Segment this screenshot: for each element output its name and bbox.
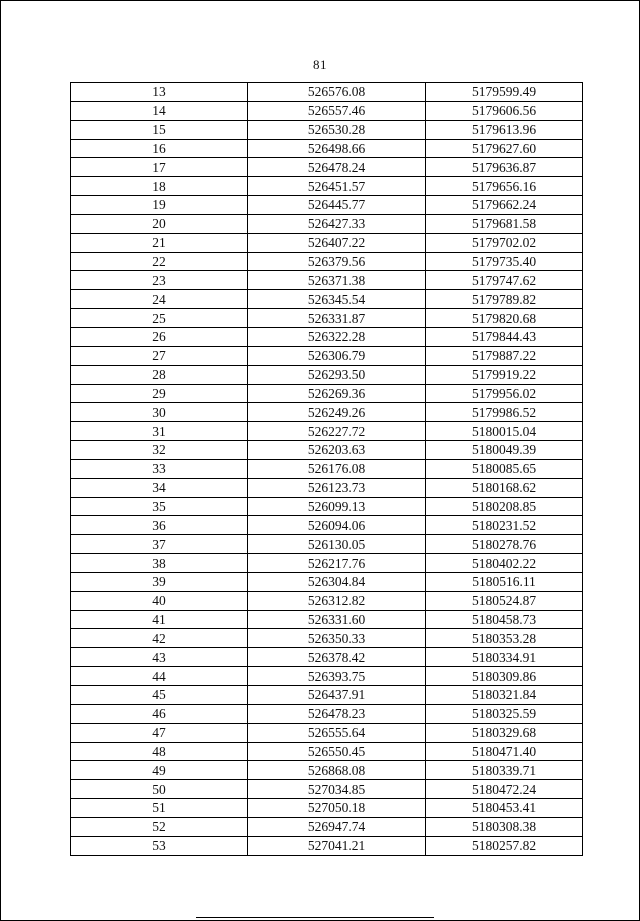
point-number-cell: 45 bbox=[71, 686, 248, 705]
y-coordinate-cell: 5180339.71 bbox=[426, 761, 583, 780]
x-coordinate-cell: 526437.91 bbox=[248, 686, 426, 705]
x-coordinate-cell: 526345.54 bbox=[248, 290, 426, 309]
point-number-cell: 28 bbox=[71, 365, 248, 384]
table-row bbox=[71, 629, 583, 648]
y-coordinate-cell: 5180168.62 bbox=[426, 478, 583, 497]
y-coordinate-cell: 5180321.84 bbox=[426, 686, 583, 705]
table-row bbox=[71, 667, 583, 686]
y-coordinate-cell: 5179656.16 bbox=[426, 177, 583, 196]
table-row bbox=[71, 648, 583, 667]
y-coordinate-cell: 5179613.96 bbox=[426, 120, 583, 139]
point-number-cell: 24 bbox=[71, 290, 248, 309]
point-number-cell: 53 bbox=[71, 836, 248, 855]
x-coordinate-cell: 526322.28 bbox=[248, 327, 426, 346]
x-coordinate-cell: 527034.85 bbox=[248, 780, 426, 799]
point-number-cell: 35 bbox=[71, 497, 248, 516]
y-coordinate-cell: 5180353.28 bbox=[426, 629, 583, 648]
table-row bbox=[71, 799, 583, 818]
point-number-cell: 22 bbox=[71, 252, 248, 271]
point-number-cell: 32 bbox=[71, 441, 248, 460]
x-coordinate-cell: 526555.64 bbox=[248, 723, 426, 742]
point-number-cell: 33 bbox=[71, 459, 248, 478]
y-coordinate-cell: 5180208.85 bbox=[426, 497, 583, 516]
y-coordinate-cell: 5180231.52 bbox=[426, 516, 583, 535]
table-row bbox=[71, 723, 583, 742]
x-coordinate-cell: 526557.46 bbox=[248, 101, 426, 120]
x-coordinate-cell: 526350.33 bbox=[248, 629, 426, 648]
table-row bbox=[71, 422, 583, 441]
table-row bbox=[71, 83, 583, 102]
y-coordinate-cell: 5180453.41 bbox=[426, 799, 583, 818]
x-coordinate-cell: 526530.28 bbox=[248, 120, 426, 139]
x-coordinate-cell: 526094.06 bbox=[248, 516, 426, 535]
y-coordinate-cell: 5179636.87 bbox=[426, 158, 583, 177]
x-coordinate-cell: 526306.79 bbox=[248, 346, 426, 365]
y-coordinate-cell: 5180049.39 bbox=[426, 441, 583, 460]
y-coordinate-cell: 5180309.86 bbox=[426, 667, 583, 686]
x-coordinate-cell: 526123.73 bbox=[248, 478, 426, 497]
x-coordinate-cell: 526445.77 bbox=[248, 196, 426, 215]
coordinates-table bbox=[70, 82, 583, 856]
y-coordinate-cell: 5180325.59 bbox=[426, 704, 583, 723]
point-number-cell: 14 bbox=[71, 101, 248, 120]
point-number-cell: 30 bbox=[71, 403, 248, 422]
y-coordinate-cell: 5179606.56 bbox=[426, 101, 583, 120]
y-coordinate-cell: 5180471.40 bbox=[426, 742, 583, 761]
table-row bbox=[71, 290, 583, 309]
y-coordinate-cell: 5179702.02 bbox=[426, 233, 583, 252]
y-coordinate-cell: 5179820.68 bbox=[426, 309, 583, 328]
table-row bbox=[71, 309, 583, 328]
y-coordinate-cell: 5179986.52 bbox=[426, 403, 583, 422]
table-row bbox=[71, 761, 583, 780]
y-coordinate-cell: 5179681.58 bbox=[426, 214, 583, 233]
point-number-cell: 41 bbox=[71, 610, 248, 629]
y-coordinate-cell: 5179747.62 bbox=[426, 271, 583, 290]
x-coordinate-cell: 526371.38 bbox=[248, 271, 426, 290]
table-row bbox=[71, 384, 583, 403]
point-number-cell: 27 bbox=[71, 346, 248, 365]
x-coordinate-cell: 526304.84 bbox=[248, 572, 426, 591]
table-row bbox=[71, 158, 583, 177]
y-coordinate-cell: 5180278.76 bbox=[426, 535, 583, 554]
point-number-cell: 17 bbox=[71, 158, 248, 177]
point-number-cell: 38 bbox=[71, 554, 248, 573]
x-coordinate-cell: 526312.82 bbox=[248, 591, 426, 610]
x-coordinate-cell: 526550.45 bbox=[248, 742, 426, 761]
point-number-cell: 42 bbox=[71, 629, 248, 648]
x-coordinate-cell: 526478.24 bbox=[248, 158, 426, 177]
point-number-cell: 40 bbox=[71, 591, 248, 610]
table-row bbox=[71, 271, 583, 290]
point-number-cell: 48 bbox=[71, 742, 248, 761]
x-coordinate-cell: 526868.08 bbox=[248, 761, 426, 780]
point-number-cell: 47 bbox=[71, 723, 248, 742]
table-row bbox=[71, 177, 583, 196]
point-number-cell: 39 bbox=[71, 572, 248, 591]
y-coordinate-cell: 5180257.82 bbox=[426, 836, 583, 855]
point-number-cell: 29 bbox=[71, 384, 248, 403]
x-coordinate-cell: 526478.23 bbox=[248, 704, 426, 723]
point-number-cell: 52 bbox=[71, 817, 248, 836]
table-row bbox=[71, 459, 583, 478]
y-coordinate-cell: 5179599.49 bbox=[426, 83, 583, 102]
table-row bbox=[71, 139, 583, 158]
point-number-cell: 43 bbox=[71, 648, 248, 667]
table-row bbox=[71, 591, 583, 610]
y-coordinate-cell: 5179956.02 bbox=[426, 384, 583, 403]
table-row bbox=[71, 817, 583, 836]
point-number-cell: 16 bbox=[71, 139, 248, 158]
point-number-cell: 50 bbox=[71, 780, 248, 799]
y-coordinate-cell: 5179844.43 bbox=[426, 327, 583, 346]
table-row bbox=[71, 610, 583, 629]
table-row bbox=[71, 478, 583, 497]
point-number-cell: 46 bbox=[71, 704, 248, 723]
y-coordinate-cell: 5180015.04 bbox=[426, 422, 583, 441]
x-coordinate-cell: 526293.50 bbox=[248, 365, 426, 384]
point-number-cell: 34 bbox=[71, 478, 248, 497]
table-row bbox=[71, 572, 583, 591]
y-coordinate-cell: 5179662.24 bbox=[426, 196, 583, 215]
point-number-cell: 20 bbox=[71, 214, 248, 233]
y-coordinate-cell: 5179919.22 bbox=[426, 365, 583, 384]
point-number-cell: 26 bbox=[71, 327, 248, 346]
table-row bbox=[71, 252, 583, 271]
x-coordinate-cell: 526217.76 bbox=[248, 554, 426, 573]
y-coordinate-cell: 5180524.87 bbox=[426, 591, 583, 610]
point-number-cell: 31 bbox=[71, 422, 248, 441]
y-coordinate-cell: 5179887.22 bbox=[426, 346, 583, 365]
bottom-rule bbox=[196, 917, 434, 918]
y-coordinate-cell: 5180458.73 bbox=[426, 610, 583, 629]
table-row bbox=[71, 554, 583, 573]
table-row bbox=[71, 327, 583, 346]
table-row bbox=[71, 742, 583, 761]
table-row bbox=[71, 704, 583, 723]
x-coordinate-cell: 526498.66 bbox=[248, 139, 426, 158]
table-row bbox=[71, 214, 583, 233]
x-coordinate-cell: 527050.18 bbox=[248, 799, 426, 818]
x-coordinate-cell: 526451.57 bbox=[248, 177, 426, 196]
y-coordinate-cell: 5179627.60 bbox=[426, 139, 583, 158]
table-row bbox=[71, 836, 583, 855]
x-coordinate-cell: 527041.21 bbox=[248, 836, 426, 855]
table-row bbox=[71, 346, 583, 365]
x-coordinate-cell: 526331.60 bbox=[248, 610, 426, 629]
point-number-cell: 49 bbox=[71, 761, 248, 780]
point-number-cell: 18 bbox=[71, 177, 248, 196]
table-row bbox=[71, 780, 583, 799]
x-coordinate-cell: 526249.26 bbox=[248, 403, 426, 422]
table-row bbox=[71, 686, 583, 705]
table-row bbox=[71, 403, 583, 422]
y-coordinate-cell: 5180516.11 bbox=[426, 572, 583, 591]
table-row bbox=[71, 441, 583, 460]
x-coordinate-cell: 526378.42 bbox=[248, 648, 426, 667]
x-coordinate-cell: 526407.22 bbox=[248, 233, 426, 252]
y-coordinate-cell: 5180329.68 bbox=[426, 723, 583, 742]
table-row bbox=[71, 101, 583, 120]
x-coordinate-cell: 526427.33 bbox=[248, 214, 426, 233]
x-coordinate-cell: 526947.74 bbox=[248, 817, 426, 836]
point-number-cell: 21 bbox=[71, 233, 248, 252]
table-row bbox=[71, 516, 583, 535]
point-number-cell: 23 bbox=[71, 271, 248, 290]
x-coordinate-cell: 526269.36 bbox=[248, 384, 426, 403]
y-coordinate-cell: 5180402.22 bbox=[426, 554, 583, 573]
table-row bbox=[71, 120, 583, 139]
y-coordinate-cell: 5180308.38 bbox=[426, 817, 583, 836]
y-coordinate-cell: 5180334.91 bbox=[426, 648, 583, 667]
page-number: 81 bbox=[313, 57, 327, 72]
point-number-cell: 13 bbox=[71, 83, 248, 102]
x-coordinate-cell: 526130.05 bbox=[248, 535, 426, 554]
table-row bbox=[71, 535, 583, 554]
y-coordinate-cell: 5179789.82 bbox=[426, 290, 583, 309]
x-coordinate-cell: 526379.56 bbox=[248, 252, 426, 271]
table-row bbox=[71, 233, 583, 252]
table-row bbox=[71, 196, 583, 215]
y-coordinate-cell: 5179735.40 bbox=[426, 252, 583, 271]
y-coordinate-cell: 5180085.65 bbox=[426, 459, 583, 478]
x-coordinate-cell: 526176.08 bbox=[248, 459, 426, 478]
point-number-cell: 36 bbox=[71, 516, 248, 535]
point-number-cell: 15 bbox=[71, 120, 248, 139]
table-row bbox=[71, 497, 583, 516]
coordinates-table-body bbox=[71, 83, 583, 856]
x-coordinate-cell: 526331.87 bbox=[248, 309, 426, 328]
y-coordinate-cell: 5180472.24 bbox=[426, 780, 583, 799]
x-coordinate-cell: 526576.08 bbox=[248, 83, 426, 102]
x-coordinate-cell: 526203.63 bbox=[248, 441, 426, 460]
point-number-cell: 37 bbox=[71, 535, 248, 554]
table-row bbox=[71, 365, 583, 384]
x-coordinate-cell: 526393.75 bbox=[248, 667, 426, 686]
x-coordinate-cell: 526099.13 bbox=[248, 497, 426, 516]
point-number-cell: 25 bbox=[71, 309, 248, 328]
x-coordinate-cell: 526227.72 bbox=[248, 422, 426, 441]
point-number-cell: 44 bbox=[71, 667, 248, 686]
point-number-cell: 19 bbox=[71, 196, 248, 215]
point-number-cell: 51 bbox=[71, 799, 248, 818]
